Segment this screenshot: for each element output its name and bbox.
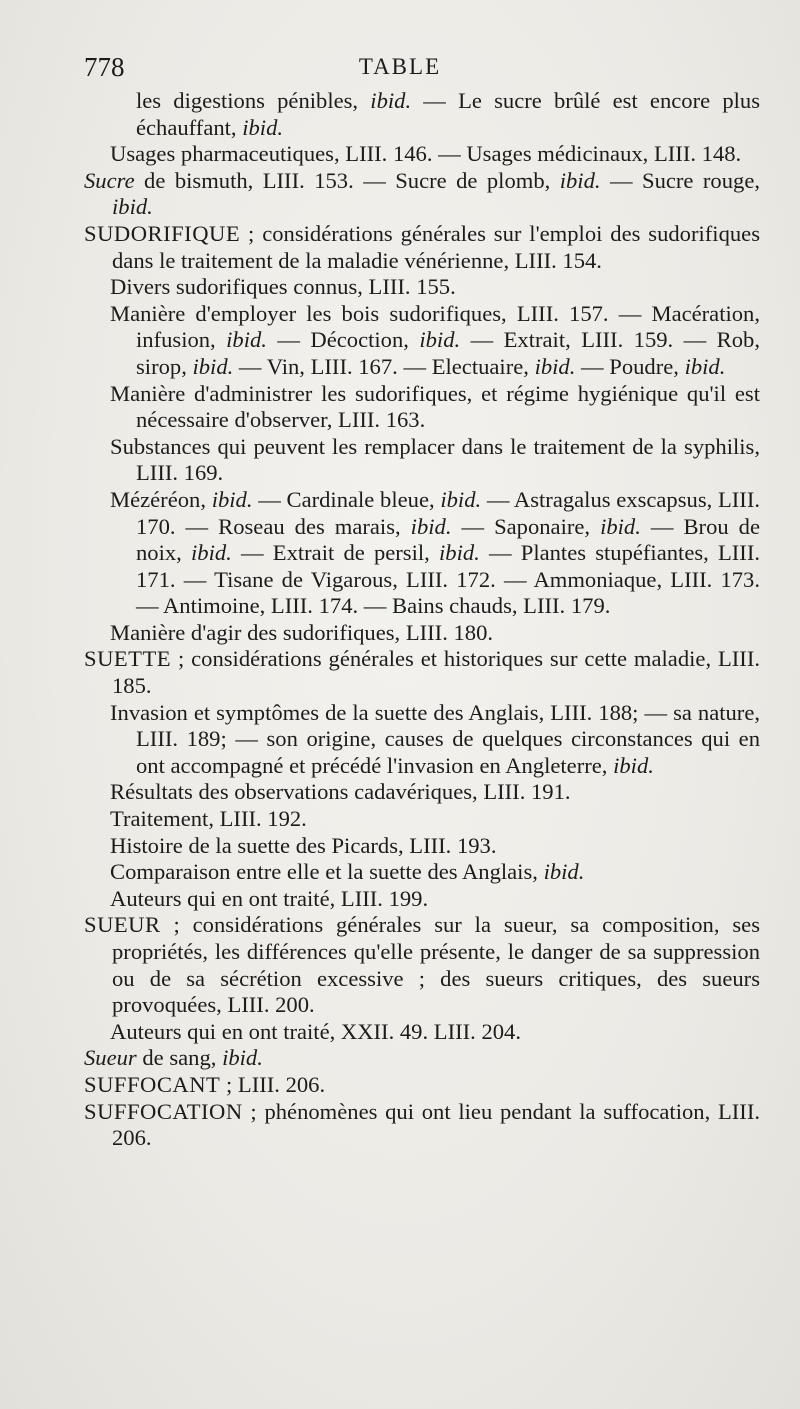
italic-term: ibid. xyxy=(440,486,482,512)
italic-term: ibid. xyxy=(439,540,480,566)
index-subentry xyxy=(84,274,760,301)
headword: SUFFOCATION xyxy=(84,1098,243,1124)
entry-text: Manière d'administrer les sudorifiques, et régime hygiénique qu'il est nécessaire d'observer, LIII. 163. xyxy=(110,380,760,433)
page-number: 778 xyxy=(84,52,125,82)
entry-text: — Décoction, xyxy=(266,327,420,353)
entry-text: Invasion et symptômes de la suette des Anglais, LIII. 188; — sa nature, LIII. 189; — son origine, causes de quelques circonstances qui en ont accompagné et précédé l'invasion en Angleterre, xyxy=(110,699,760,778)
entry-text: ; considérations générales sur la sueur, sa composition, ses propriétés, les différences qu'elle présente, le danger de sa suppression ou de sa sécrétion excessive ; des sueurs critiques, des sueurs provoquées, LIII. 200. xyxy=(112,912,760,1018)
index-entry xyxy=(84,1072,760,1099)
index-entry xyxy=(84,221,760,274)
entry-text: Substances qui peuvent les remplacer dans le traitement de la syphilis, LIII. 169. xyxy=(110,433,760,486)
entry-text: — Le sucre brûlé est encore plus échauffant, xyxy=(136,88,760,140)
italic-term: ibid. xyxy=(242,114,284,140)
entry-text: — Astragalus exscapsus, LIII. 170. — Roseau des marais, xyxy=(136,486,760,539)
running-title: TABLE xyxy=(358,54,442,79)
italic-term: ibid. xyxy=(534,353,576,379)
entry-text: ; phénomènes qui ont lieu pendant la suffocation, LIII. 206. xyxy=(112,1098,760,1151)
entry-text: — Saponaire, xyxy=(451,513,601,539)
entry-text: Histoire de la suette des Picards, LIII. 193. xyxy=(110,832,497,858)
italic-term: ibid. xyxy=(410,513,452,539)
index-subentry xyxy=(84,806,760,833)
italic-term: ibid. xyxy=(543,859,585,885)
entry-text: — Sucre rouge, xyxy=(600,167,760,193)
entry-text: — Plantes stupéfiantes, LIII. 171. — Tisane de Vigarous, LIII. 172. — Ammoniaque, LIII. 173. — Antimoine, LIII. 174. — Bains chauds, LIII. 179. xyxy=(136,540,760,619)
entry-text: Divers sudorifiques connus, LIII. 155. xyxy=(110,274,456,300)
italic-term: ibid. xyxy=(191,540,232,566)
italic-term: ibid. xyxy=(112,194,153,220)
index-subentry xyxy=(84,88,760,141)
entry-text: — Extrait, LIII. 159. — Rob, sirop, xyxy=(136,327,760,379)
headword: SUDORIFIQUE xyxy=(84,220,241,246)
index-entries xyxy=(84,88,760,1152)
entry-text: — Vin, LIII. 167. — Electuaire, xyxy=(233,353,535,379)
index-entry xyxy=(84,646,760,699)
index-entry xyxy=(84,1045,760,1072)
italic-term: Sueur xyxy=(84,1045,137,1071)
entry-text: Résultats des observations cadavériques, LIII. 191. xyxy=(110,779,571,805)
entry-text: Traitement, LIII. 192. xyxy=(110,806,307,832)
index-entry xyxy=(84,1099,760,1152)
italic-term: ibid. xyxy=(684,353,726,379)
italic-term: ibid. xyxy=(419,327,461,353)
entry-text: Comparaison entre elle et la suette des Anglais, xyxy=(110,859,544,885)
italic-term: ibid. xyxy=(613,752,654,778)
index-subentry xyxy=(84,1019,760,1046)
italic-term: ibid. xyxy=(211,486,253,512)
index-entry xyxy=(84,912,760,1018)
headword: SUEUR xyxy=(84,912,161,938)
entry-text: — Poudre, xyxy=(575,353,685,379)
index-subentry xyxy=(84,381,760,434)
entry-text: ; LIII. 206. xyxy=(220,1071,326,1097)
index-entry xyxy=(84,168,760,221)
index-subentry xyxy=(84,833,760,860)
entry-text: ; considérations générales sur l'emploi des sudorifiques dans le traitement de la maladie vénérienne, LIII. 154. xyxy=(112,220,760,273)
entry-text: — Brou de noix, xyxy=(136,513,760,566)
entry-text: — Extrait de persil, xyxy=(231,540,439,566)
entry-text: Manière d'employer les bois sudorifiques, LIII. 157. — Macération, infusion, xyxy=(110,300,760,353)
index-subentry xyxy=(84,620,760,647)
entry-text: ; considérations générales et historiques sur cette maladie, LIII. 185. xyxy=(112,646,760,699)
entry-text: Manière d'agir des sudorifiques, LIII. 180. xyxy=(110,619,494,645)
entry-text: les digestions pénibles, xyxy=(136,88,371,113)
italic-term: Sucre xyxy=(84,167,135,193)
entry-text: de sang, xyxy=(136,1045,223,1071)
italic-term: ibid. xyxy=(370,88,412,113)
index-subentry xyxy=(84,487,760,620)
headword: SUFFOCANT xyxy=(84,1071,221,1097)
entry-text: — Cardinale bleue, xyxy=(252,486,441,512)
entry-text: Auteurs qui en ont traité, XXII. 49. LIII. 204. xyxy=(110,1018,521,1044)
entry-text: Auteurs qui en ont traité, LIII. 199. xyxy=(110,885,429,911)
entry-text: Mézéréon, xyxy=(110,486,212,512)
italic-term: ibid. xyxy=(222,1045,263,1071)
italic-term: ibid. xyxy=(600,513,641,539)
headword: SUETTE xyxy=(84,646,172,672)
index-subentry xyxy=(84,301,760,381)
entry-text: Usages pharmaceutiques, LIII. 146. — Usages médicinaux, LIII. 148. xyxy=(110,141,742,167)
italic-term: ibid. xyxy=(559,167,601,193)
index-subentry xyxy=(84,859,760,886)
index-subentry xyxy=(84,779,760,806)
italic-term: ibid. xyxy=(226,327,267,353)
index-subentry xyxy=(84,700,760,780)
index-subentry xyxy=(84,141,760,168)
index-subentry xyxy=(84,886,760,913)
entry-text: de bismuth, LIII. 153. — Sucre de plomb, xyxy=(134,167,560,193)
italic-term: ibid. xyxy=(192,353,234,379)
page-header xyxy=(0,52,800,86)
index-subentry xyxy=(84,434,760,487)
